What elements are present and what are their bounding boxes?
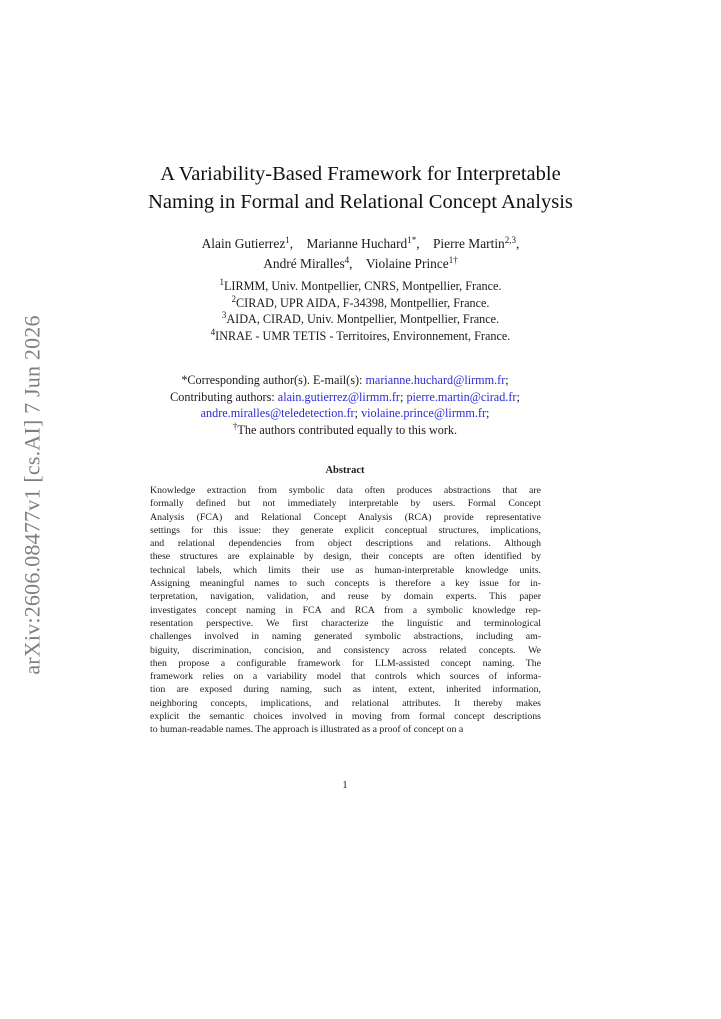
abstract-body: [150, 484, 541, 737]
abstract-line: technical labels, which limits their use as human-interpretable knowledge units.: [150, 564, 541, 576]
abstract-line: biguity, discrimination, concision, and consistency across related concepts. We: [150, 644, 541, 656]
paper-title: [0, 160, 721, 216]
author-line-1: [0, 234, 721, 254]
abstract-line: settings for this issue: they generate explicit conceptual structures, implications,: [150, 524, 541, 536]
author-huchard: Marianne Huchard$^{1*}$,: [306, 235, 420, 251]
abstract-line: challenges involved in naming generated symbolic abstractions, including am-: [150, 631, 541, 643]
email-link-gutierrez[interactable]: alain.gutierrez@lirmm.fr: [277, 389, 400, 404]
contributing-authors-line-1: Contributing authors: alain.gutierrez@lirmm.fr; pierre.martin@cirad.fr;: [170, 389, 520, 404]
contributing-authors-line-2: andre.miralles@teledetection.fr; violaine.prince@lirmm.fr;: [200, 406, 490, 420]
equal-contribution-note: †The authors contributed equally to this work.: [232, 420, 458, 437]
author-prince: Violaine Prince$^{1\dagger}$: [365, 255, 458, 271]
author-miralles: André Miralles$^4$,: [263, 255, 353, 271]
abstract-line: neighboring concepts, implications, and relational attributes. It thereby makes: [150, 697, 541, 709]
abstract-line: resentation perspective. We first characterize the linguistic and terminological: [150, 617, 541, 629]
title-line-1: A Variability-Based Framework for Interpretable: [160, 163, 561, 185]
abstract-line: Knowledge extraction from symbolic data often produces abstractions that are: [150, 485, 541, 496]
affiliation-4: $^4$INRAE - UMR TETIS - Territoires, Environnement, France.: [210, 326, 511, 343]
abstract-line: Assigning meaningful names to such concepts is therefore a key issue for in-: [150, 578, 541, 590]
email-link-prince[interactable]: violaine.prince@lirmm.fr: [361, 406, 486, 420]
author-gutierrez: Alain Gutierrez$^1$,: [201, 235, 294, 251]
abstract-line: investigates concept naming in FCA and RCA from a symbolic knowledge rep-: [150, 604, 541, 616]
title-line-2: Naming in Formal and Relational Concept Analysis: [148, 191, 573, 213]
affiliation-2: $^2$CIRAD, UPR AIDA, F-34398, Montpellier, France.: [231, 293, 490, 310]
abstract-line: formally defined but not immediately interpretable by users. Formal Concept: [150, 498, 541, 510]
author-list: [0, 234, 721, 274]
abstract-line: terpretation, navigation, validation, and reuse by domain experts. This paper: [150, 591, 541, 603]
correspondence-block: [0, 372, 690, 438]
affiliation-list: [0, 278, 721, 344]
arxiv-identifier-text: arXiv:2606.08477v1 [cs.AI] 7 Jun 2026: [20, 315, 46, 675]
affiliation-1: $^1$LIRMM, Univ. Montpellier, CNRS, Montpellier, France.: [219, 277, 502, 293]
page-number: 1: [342, 779, 348, 791]
abstract-line: framework relies on a variability model that controls which sources of informa-: [150, 671, 541, 683]
author-martin: Pierre Martin$^{2,3}$,: [432, 235, 520, 251]
abstract-line: these structures are explainable by design, their concepts are often identified by: [150, 551, 541, 563]
abstract-line: Analysis (FCA) and Relational Concept Analysis (RCA) provide representative: [150, 511, 541, 523]
email-link-huchard[interactable]: marianne.huchard@lirmm.fr: [365, 373, 506, 387]
abstract-line: tion are exposed during naming, such as intent, extent, inherited information,: [150, 684, 541, 696]
arxiv-identifier-stamp: [20, 310, 46, 680]
abstract-line: and relational dependencies from object descriptions and relations. Although: [150, 538, 541, 550]
email-link-martin[interactable]: pierre.martin@cirad.fr: [406, 389, 517, 404]
email-link-miralles[interactable]: andre.miralles@teledetection.fr: [200, 406, 355, 420]
abstract-line: explicit the semantic choices involved in moving from formal concept descriptions: [150, 711, 541, 723]
abstract-line: to human-readable names. The approach is illustrated as a proof of concept on a: [150, 724, 464, 736]
affiliation-3: $^3$AIDA, CIRAD, Univ. Montpellier, Montpellier, France.: [221, 310, 500, 326]
abstract-heading: Abstract: [325, 465, 365, 476]
corresponding-author-line: *Corresponding author(s). E-mail(s): marianne.huchard@lirmm.fr;: [181, 373, 509, 387]
author-line-2: [0, 254, 721, 274]
abstract-line: then propose a configurable framework for LLM-assisted concept naming. The: [150, 657, 541, 669]
